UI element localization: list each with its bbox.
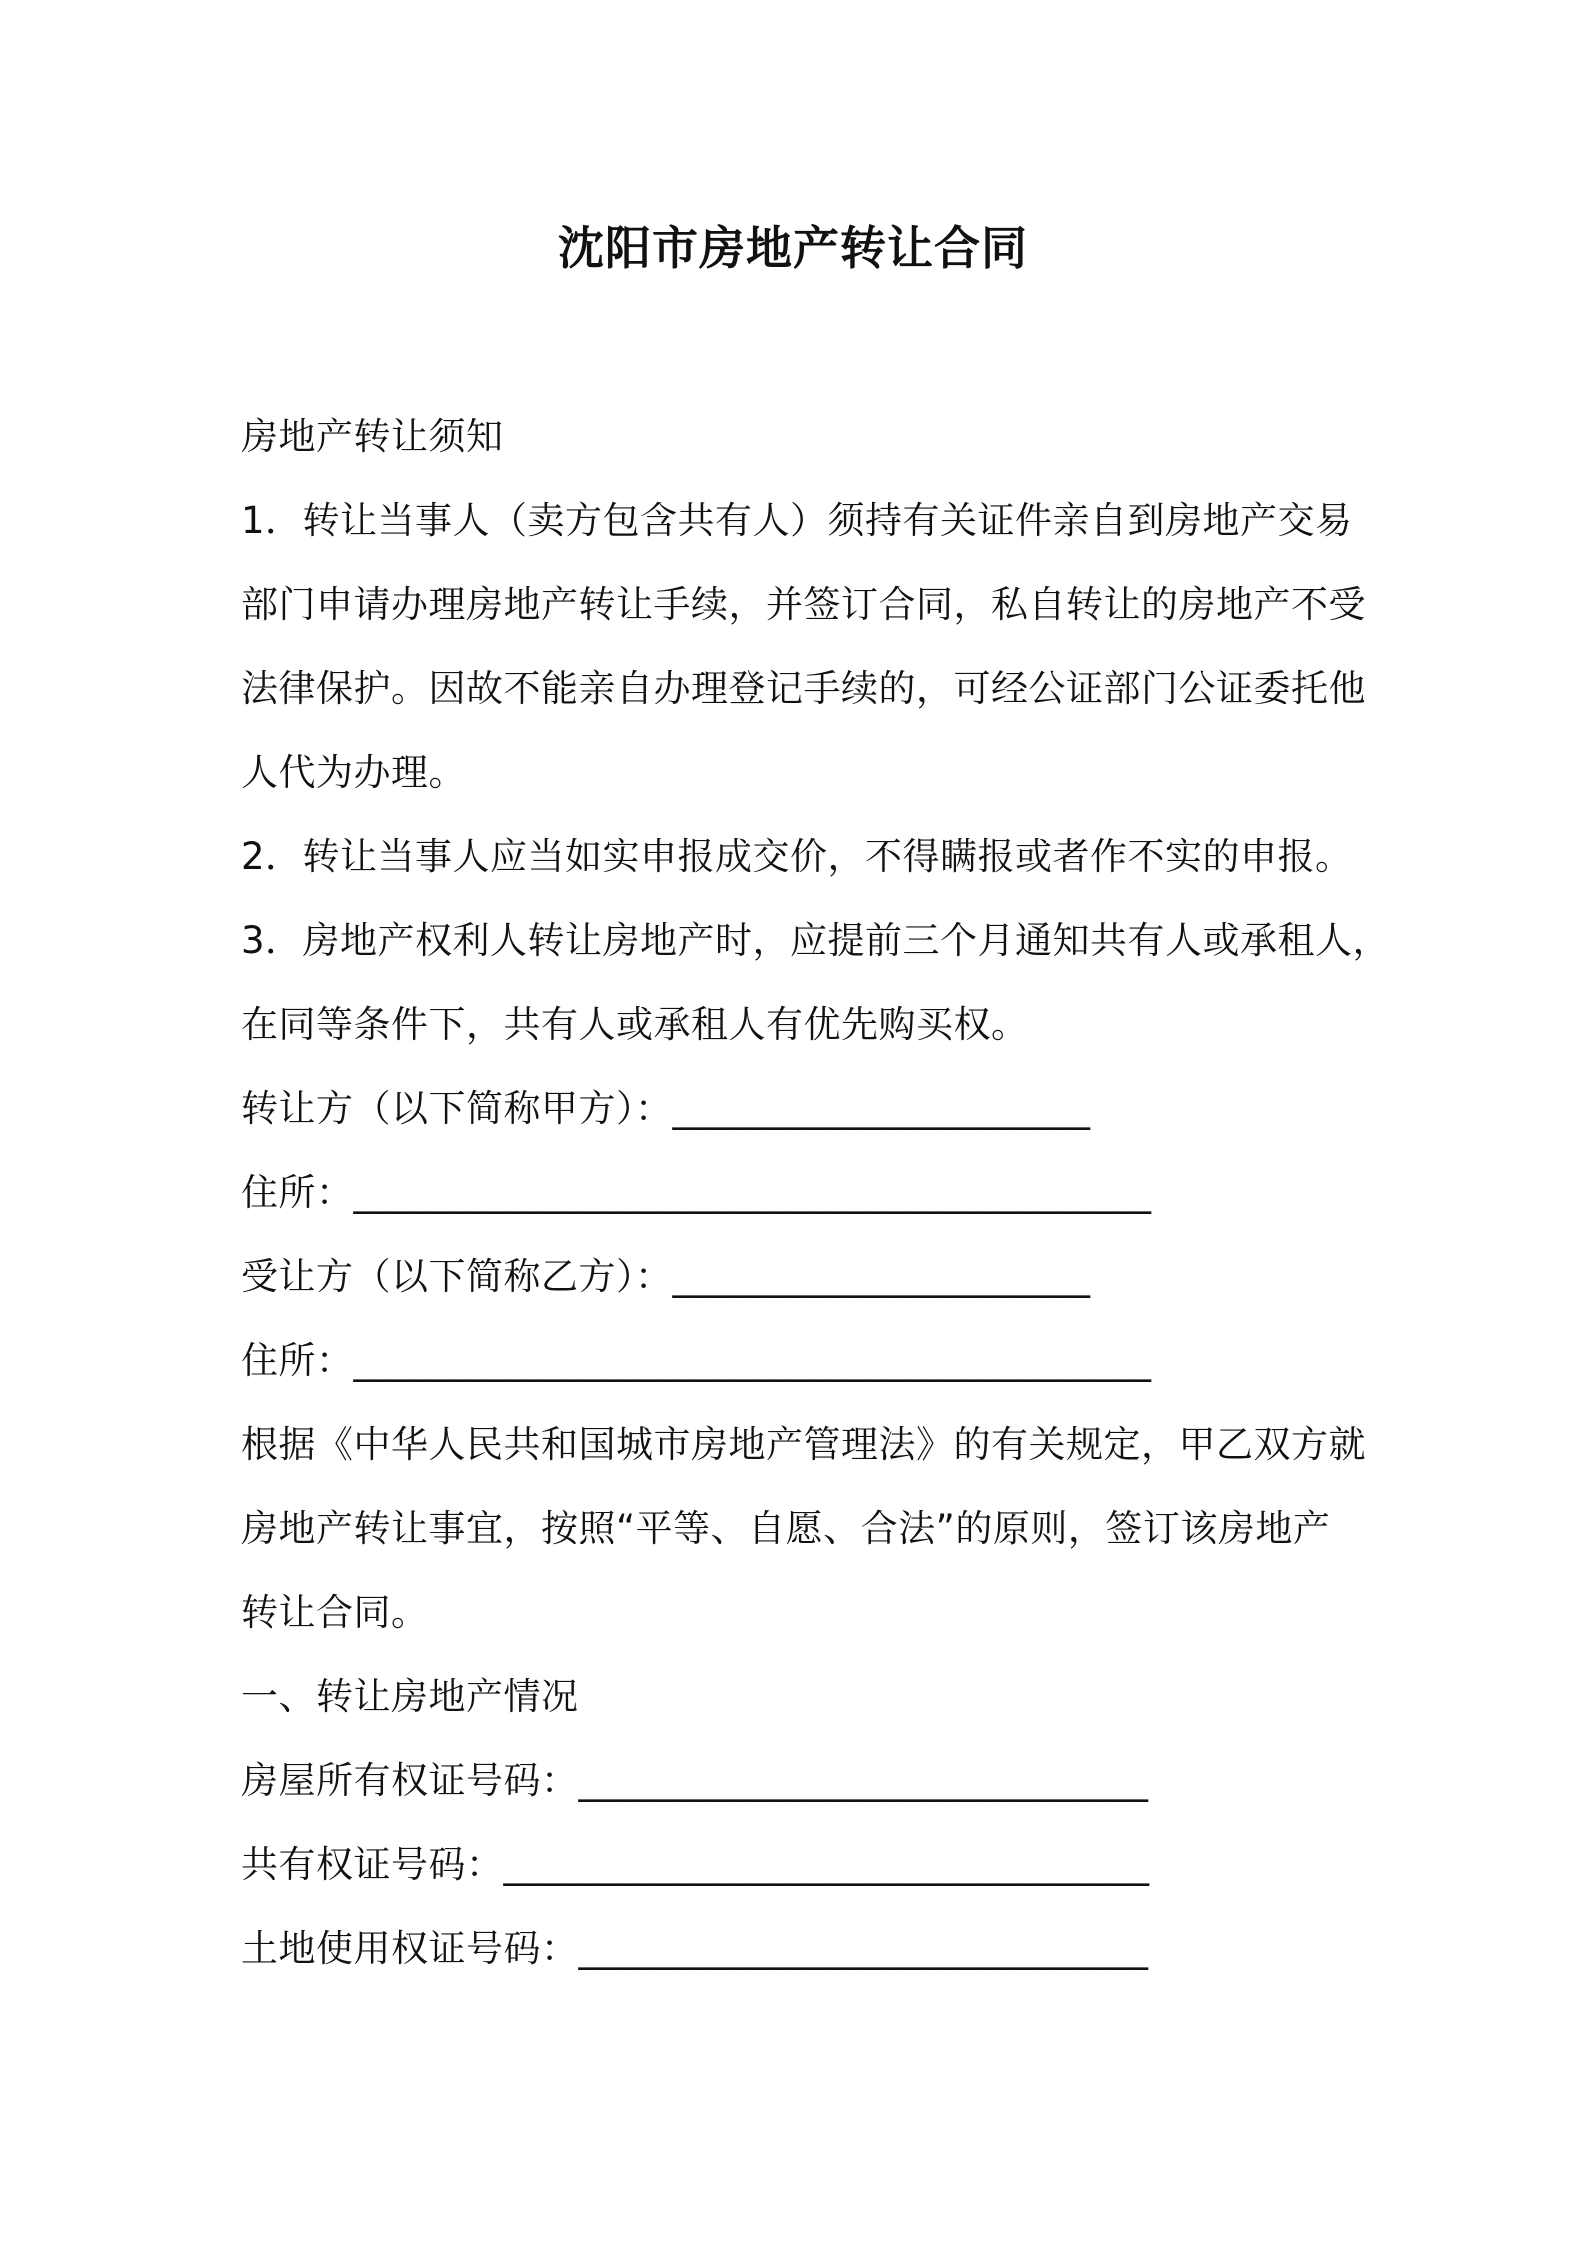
notice-2: 2．转让当事人应当如实申报成交价，不得瞒报或者作不实的申报。 bbox=[241, 835, 1353, 878]
basis-line-1: 根据《中华人民共和国城市房地产管理法》的有关规定，甲乙双方就 bbox=[241, 1423, 1366, 1466]
notice-1-line-2: 部门申请办理房地产转让手续，并签订合同，私自转让的房地产不受 bbox=[241, 583, 1366, 626]
transferor-address-field: 住所：__________________________________________ bbox=[241, 1171, 1152, 1214]
notice-3-line-1: 3．房地产权利人转让房地产时，应提前三个月通知共有人或承租人， bbox=[241, 919, 1391, 962]
transferor-field: 转让方（以下简称甲方）：______________________ bbox=[241, 1087, 1091, 1130]
land-use-cert-field: 土地使用权证号码：______________________________ bbox=[241, 1927, 1149, 1970]
transferee-field: 受让方（以下简称乙方）：______________________ bbox=[241, 1255, 1091, 1298]
section-1-heading: 一、转让房地产情况 bbox=[241, 1675, 579, 1718]
ownership-cert-field: 房屋所有权证号码：______________________________ bbox=[241, 1759, 1149, 1802]
basis-line-3: 转让合同。 bbox=[241, 1591, 429, 1634]
transferee-address-field: 住所：__________________________________________ bbox=[241, 1339, 1152, 1382]
co-ownership-cert-field: 共有权证号码：__________________________________ bbox=[241, 1843, 1150, 1886]
notice-heading: 房地产转让须知 bbox=[241, 415, 504, 458]
notice-3-line-2: 在同等条件下，共有人或承租人有优先购买权。 bbox=[241, 1003, 1029, 1046]
document-title: 沈阳市房地产转让合同 bbox=[558, 221, 1028, 275]
notice-1-line-1: 1．转让当事人（卖方包含共有人）须持有关证件亲自到房地产交易 bbox=[241, 499, 1353, 542]
basis-line-2: 房地产转让事宜，按照“平等、自愿、合法”的原则，签订该房地产 bbox=[241, 1507, 1331, 1550]
notice-1-line-3: 法律保护。因故不能亲自办理登记手续的，可经公证部门公证委托他 bbox=[241, 667, 1366, 710]
notice-1-line-4: 人代为办理。 bbox=[241, 751, 466, 794]
